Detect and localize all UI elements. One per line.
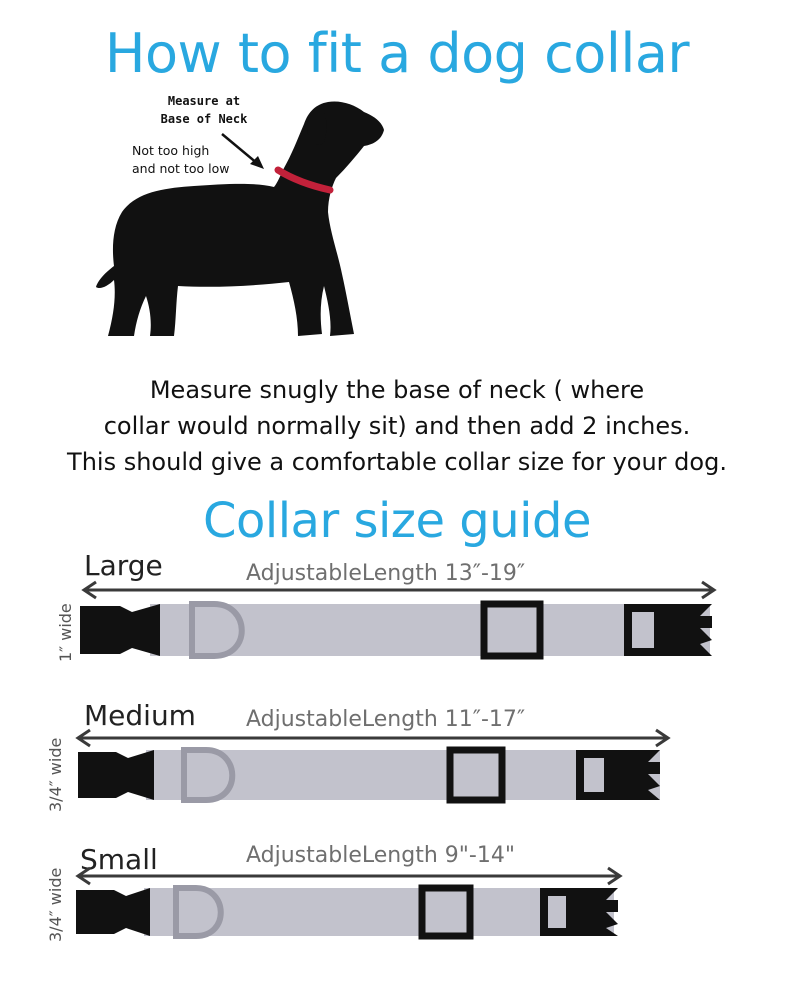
annotation-line: Measure at — [167, 94, 241, 108]
length-text: Length — [361, 561, 438, 586]
adjustable-text: Adjustable — [246, 707, 362, 732]
collar-small — [0, 838, 794, 968]
instruction-line: Measure snugly the base of neck ( where — [149, 376, 645, 404]
collar-large — [0, 548, 794, 678]
buckle-icon — [78, 750, 154, 800]
collar-medium — [0, 698, 794, 828]
annotation-line: and not too low — [132, 161, 230, 176]
buckle-icon — [76, 888, 150, 936]
instruction-line: collar would normally sit) and then add 2 inches. — [103, 412, 691, 440]
length-text: Length — [361, 843, 438, 868]
measure-annotation — [134, 92, 274, 128]
length-text: Length — [361, 707, 438, 732]
page-title: How to fit a dog collar — [104, 22, 690, 85]
instructions-text — [0, 372, 794, 480]
size-guide-title: Collar size guide — [202, 493, 591, 549]
collar-medium-graphic — [0, 698, 794, 828]
size-label: Large — [84, 549, 163, 582]
length-range: 13″-19″ — [444, 561, 526, 586]
width-label: 3/4″ wide — [46, 867, 65, 942]
length-range: 11″-17″ — [444, 707, 526, 732]
size-label: Medium — [84, 699, 196, 732]
collar-large-graphic — [0, 548, 794, 678]
instruction-line: This should give a comfortable collar size for your dog. — [67, 448, 727, 476]
collar-small-graphic — [0, 838, 794, 968]
buckle-icon — [80, 604, 160, 656]
adjustable-text: Adjustable — [246, 561, 362, 586]
width-label: 1″ wide — [56, 603, 75, 662]
length-range: 9"-14" — [444, 843, 515, 868]
annotation-line: Not too high — [132, 143, 210, 158]
height-annotation — [132, 142, 282, 178]
width-label: 3/4″ wide — [46, 737, 65, 812]
size-label: Small — [80, 843, 158, 876]
adjustable-text: Adjustable — [246, 843, 362, 868]
annotation-line: Base of Neck — [160, 112, 248, 126]
